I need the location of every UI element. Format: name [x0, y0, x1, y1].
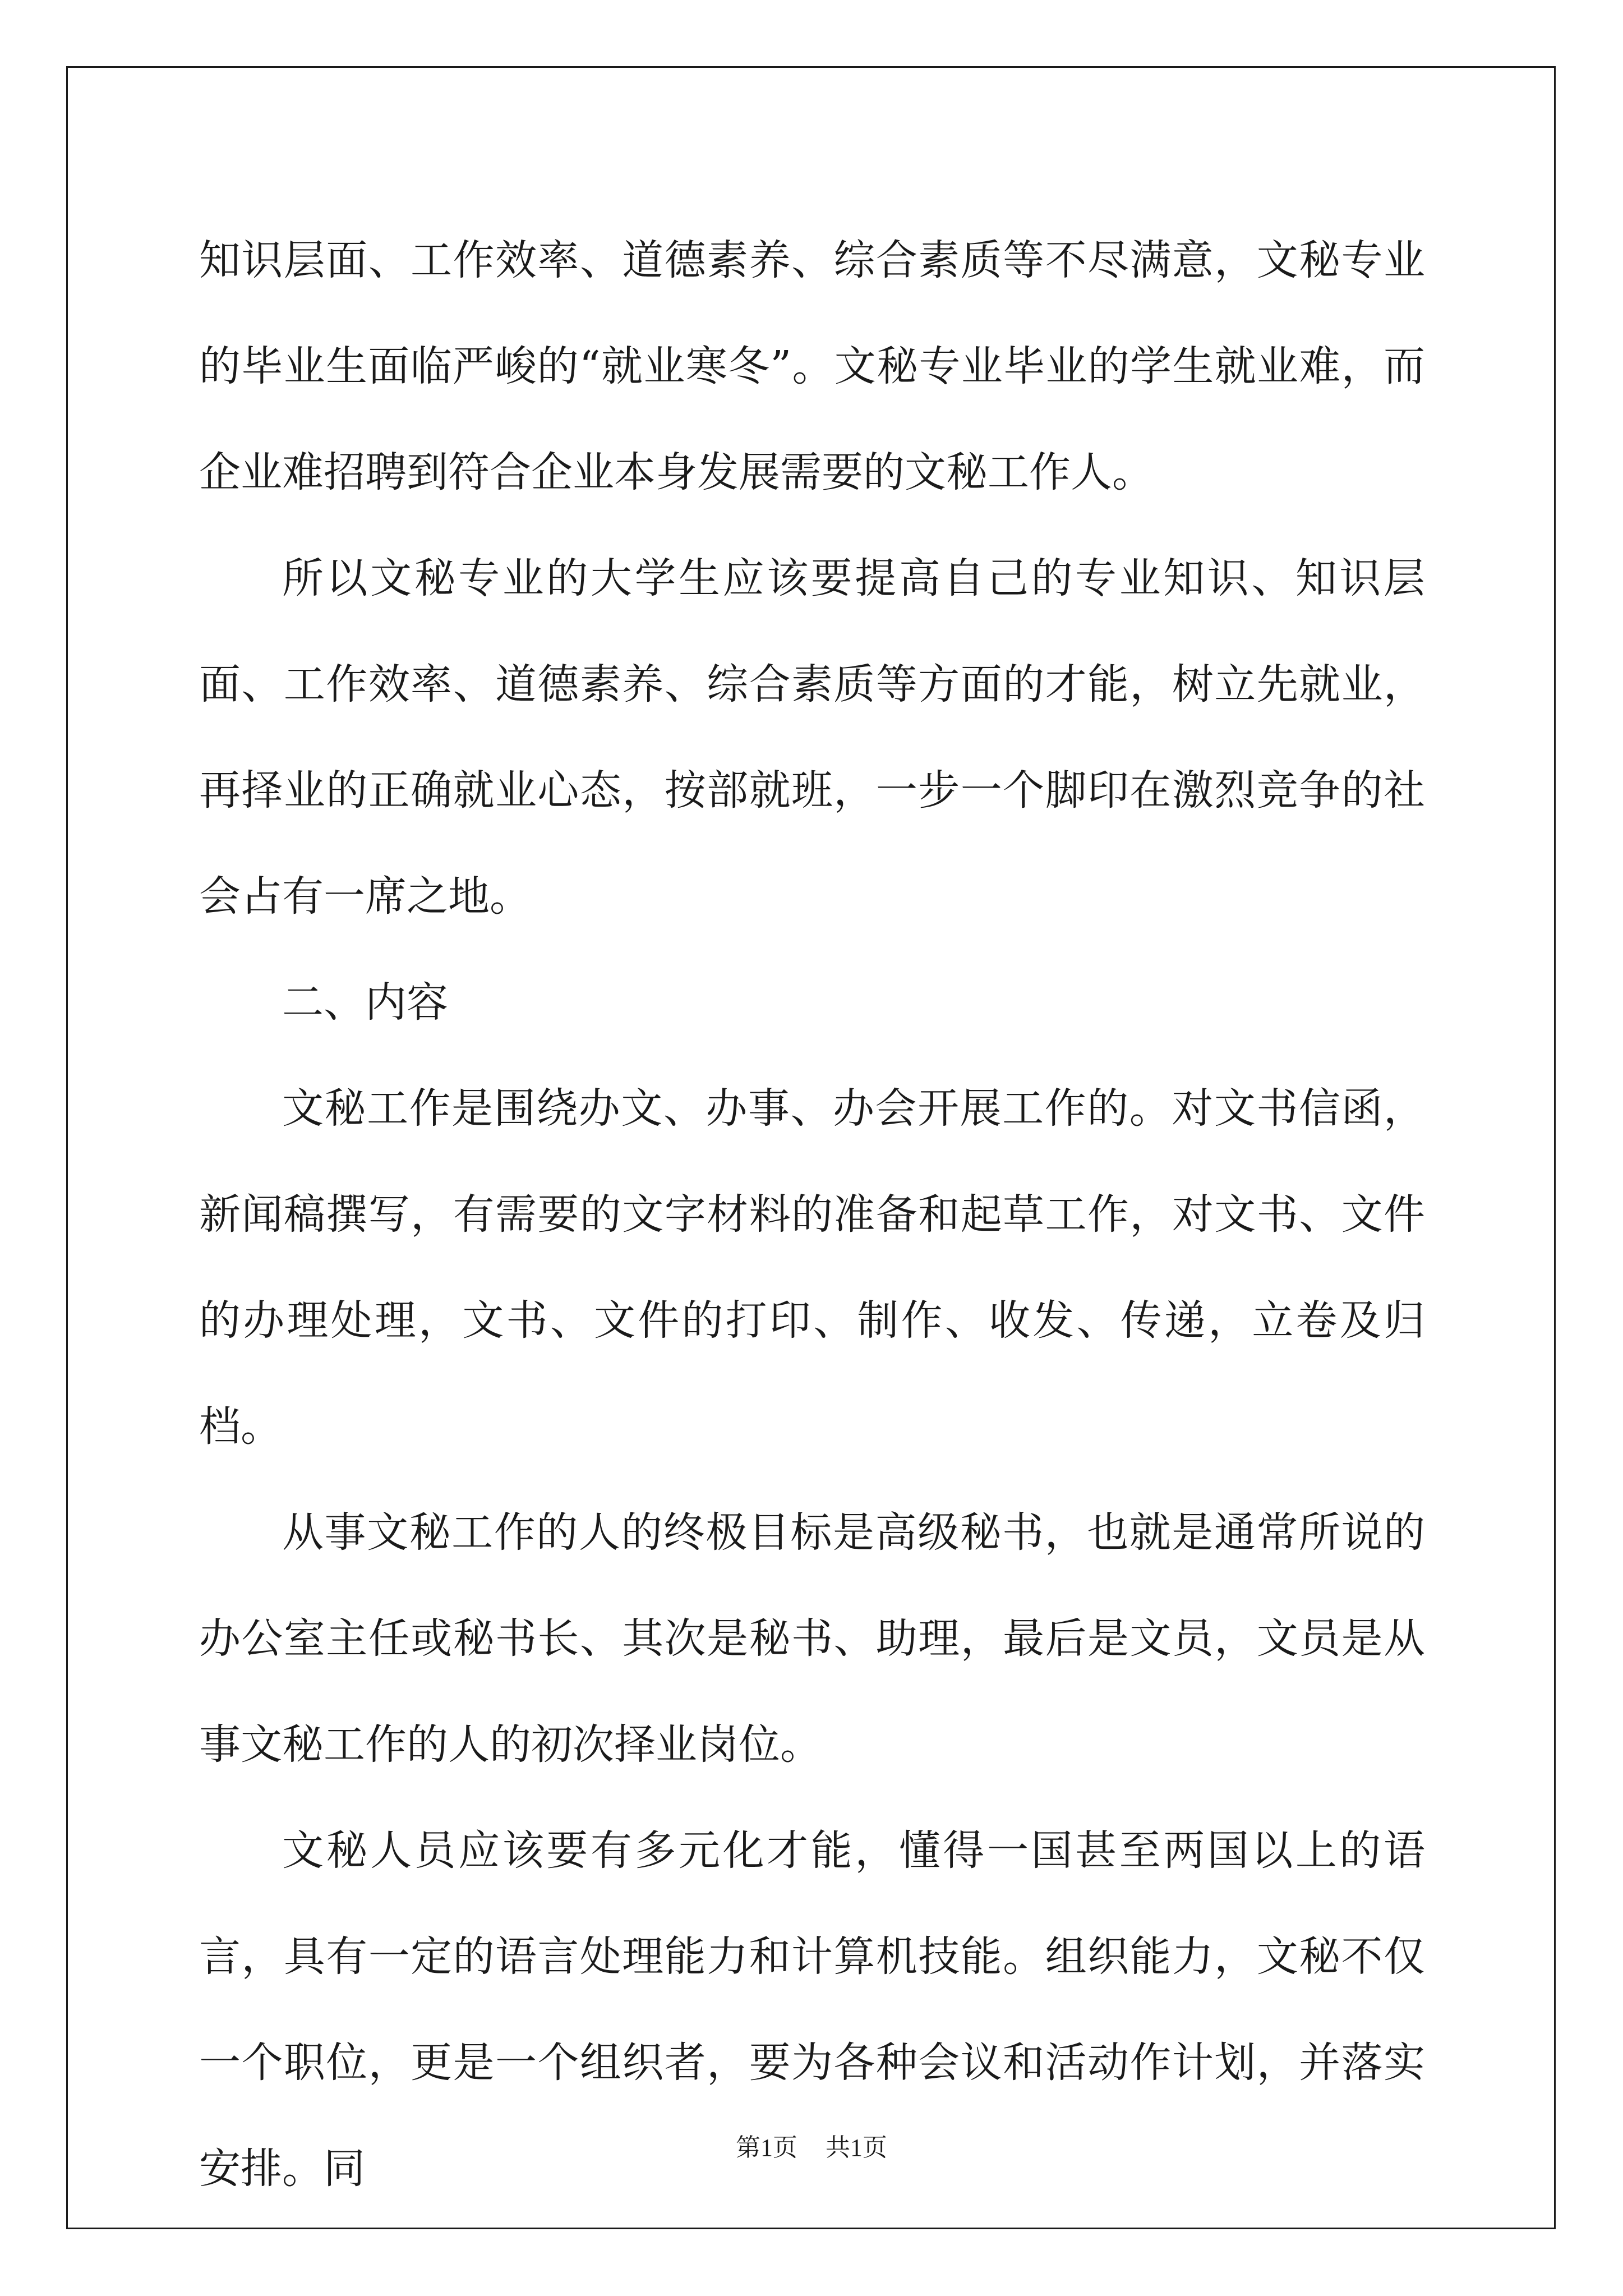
paragraph-4: 从事文秘工作的人的终极目标是高级秘书，也就是通常所说的办公室主任或秘书长、其次是秘书、助理，最后是文员，文员是从事文秘工作的人的初次择业岗位。 — [199, 1508, 1425, 1769]
page-number: 第1页 — [736, 2134, 797, 2161]
document-body — [199, 208, 1425, 2222]
paragraph-5: 文秘人员应该要有多元化才能，懂得一国甚至两国以上的语言，具有一定的语言处理能力和计算机技能。组织能力，文秘不仅一个职位，更是一个组织者，要为各种会议和活动作计划，并落实安排。同 — [199, 1826, 1425, 2193]
section-heading: 二、内容 — [282, 978, 448, 1027]
paragraph-3: 文秘工作是围绕办文、办事、办会开展工作的。对文书信函，新闻稿撰写，有需要的文字材料的准备和起草工作，对文书、文件的办理处理，文书、文件的打印、制作、收发、传递，立卷及归档。 — [199, 1084, 1425, 1451]
page-footer — [0, 2127, 1623, 2163]
paragraph-2: 所以文秘专业的大学生应该要提高自己的专业知识、知识层面、工作效率、道德素养、综合素质等方面的才能，树立先就业，再择业的正确就业心态，按部就班，一步一个脚印在激烈竞争的社会占有一席之地。 — [199, 554, 1425, 921]
paragraph-1: 知识层面、工作效率、道德素养、综合素质等不尽满意，文秘专业的毕业生面临严峻的“就业寒冬”。文秘专业毕业的学生就业难，而企业难招聘到符合企业本身发展需要的文秘工作人。 — [199, 236, 1425, 496]
page-total: 共1页 — [826, 2134, 887, 2161]
